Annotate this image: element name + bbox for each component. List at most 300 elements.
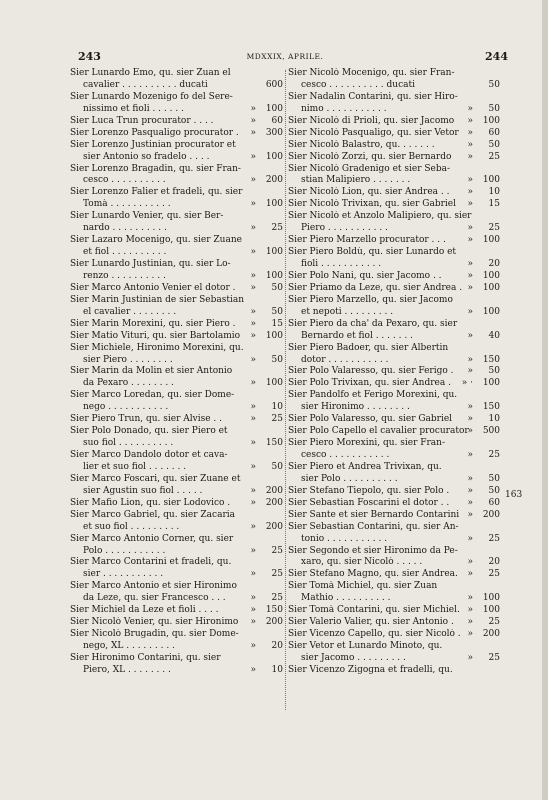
ditto-mark: » [467,366,473,377]
entry-text: Sier Sebastian Foscarini el dotor . . [288,497,450,508]
amount: 200 [265,521,283,532]
entry-text: stian Malipiero . . . . . . . [301,175,411,186]
entry-line [288,462,500,474]
entry-text: Sier Marco Contarini et fradeli, qu. [70,557,232,568]
entry-line [288,641,500,653]
amount: 150 [482,402,500,413]
amount: 100 [482,175,500,186]
entry-text: Sier Lunardo Venier, qu. sier Ber- [70,211,224,222]
entry-line [288,295,500,307]
amount: 150 [482,354,500,365]
entry-text: Mathio . . . . . . . . . . [301,593,391,604]
entry-line [70,295,283,307]
amount: 20 [271,641,283,651]
entry-text: Sier Nicolò Zorzi, qu. sier Bernardo [288,151,452,162]
entry-line [70,319,283,331]
page-header [70,50,508,66]
ditto-mark: » [250,306,256,317]
ditto-mark: » [467,497,473,508]
ledger-entry [288,247,500,271]
ledger-entry [70,534,283,558]
entry-text: Sier Polo Trivixan, qu. sier Andrea . [288,378,451,389]
amount: 50 [488,103,500,114]
amount: 600 [265,79,283,90]
entry-line [288,414,500,426]
entry-line [288,175,500,187]
entry-text: nimo . . . . . . . . . . . [301,103,387,114]
ledger-entry [70,187,283,211]
ledger-entry [288,128,500,140]
left-column [70,68,283,677]
ditto-mark: » [250,247,256,258]
entry-text: Sier Piero Trun, qu. sier Alvise . . [70,414,222,425]
ditto-mark: » [250,103,256,114]
entry-text: Sier Nicolò Lion, qu. sier Andrea . . [288,187,450,198]
ditto-mark: » [250,199,256,210]
entry-text: Sier Nicolò Gradenigo et sier Seba- [288,163,451,174]
ditto-mark: » [467,235,473,246]
amount: 200 [265,485,283,496]
entry-text: Sier Marco Antonio Corner, qu. sier [70,533,234,544]
ledger-entry [288,438,500,462]
entry-line [70,128,283,140]
ditto-mark: » [250,330,256,341]
ledger-entry [288,569,500,581]
entry-text: et fiol . . . . . . . . . . [83,247,167,258]
entry-line [70,462,283,474]
entry-line [288,510,500,522]
entry-line [70,152,283,164]
right-column [288,68,500,677]
amount: 60 [488,127,500,138]
ditto-mark: » [250,545,256,556]
ledger-entry [288,462,500,486]
entry-line [70,414,283,426]
entry-text: Sier Marin da Molin et sier Antonio [70,366,233,377]
amount: 100 [265,199,283,210]
entry-text: Piero, XL . . . . . . . . [83,664,171,675]
entry-text: Sier Nicolò Trivixan, qu. sier Gabriel [288,199,456,210]
entry-text: tonio . . . . . . . . . . . [301,533,388,544]
entry-line [288,128,500,140]
ledger-entry [288,390,500,414]
entry-line [288,343,500,355]
ledger-entry [288,366,500,378]
entry-line [70,522,283,534]
entry-text: suo fiol . . . . . . . . . . [83,438,174,449]
ledger-entry [288,665,500,677]
ditto-mark: » [467,569,473,580]
entry-line [288,199,500,211]
amount: 10 [488,414,500,425]
amount: 50 [488,79,500,90]
ledger-entry [70,581,283,605]
ledger-entry [288,116,500,128]
entry-line [70,653,283,665]
ledger-entry [70,426,283,450]
entry-text: Sier Michiele, Hironimo Morexini, qu. [70,342,244,353]
ledger-entry [70,605,283,617]
entry-line [70,366,283,378]
entry-line [288,271,500,283]
ledger-entry [70,629,283,653]
amount: 100 [265,330,283,341]
entry-line [288,187,500,199]
amount: 25 [271,545,283,556]
ledger-entry [288,629,500,641]
entry-text: sier Jacomo . . . . . . . . . [301,652,406,663]
amount: 100 [265,247,283,258]
ledger-entry [70,319,283,331]
entry-text: renzo . . . . . . . . . . [83,270,166,281]
entry-text: Sier Hironimo Contarini, qu. sier [70,652,221,663]
entry-text: Sier Lazaro Mocenigo, qu. sier Zuane [70,235,242,246]
ditto-mark: » [467,175,473,186]
ledger-entry [70,510,283,534]
entry-line [70,80,283,92]
entry-text: Sier Marco Foscari, qu. sier Zuane et [70,473,241,484]
entry-line [288,474,500,486]
entry-text: lier et suo fiol . . . . . . . [83,461,187,472]
entry-line [288,450,500,462]
entry-line [70,402,283,414]
entry-line [70,557,283,569]
amount: 100 [265,151,283,162]
entry-text: Sier Piero da cha' da Pexaro, qu. sier [288,318,458,329]
amount: 50 [271,354,283,365]
amount: 100 [482,270,500,281]
entry-text: Sier Polo Donado, qu. sier Piero et [70,426,228,437]
amount: 25 [271,223,283,234]
amount: 50 [271,306,283,317]
amount: 15 [488,199,500,210]
ditto-mark: » [467,557,473,568]
amount: 100 [482,306,500,317]
entry-line [288,247,500,259]
ledger-entry [70,283,283,295]
entry-line [70,259,283,271]
entry-line [70,187,283,199]
entry-text: Sier Segondo et sier Hironimo da Pe- [288,545,458,556]
entry-text: nego . . . . . . . . . . . [83,402,169,413]
entry-line [288,653,500,665]
ledger-entry [70,474,283,498]
entry-text: Sier Marco Antonio Venier el dotor . [70,282,236,293]
entry-line [70,343,283,355]
ditto-mark: » [467,199,473,210]
entry-text: Tomà . . . . . . . . . . . [83,199,171,210]
entry-text: Sier Lunardo Justinian, qu. sier Lo- [70,259,231,269]
ditto-mark: » [250,151,256,162]
entry-line [70,665,283,677]
ledger-entry [70,259,283,283]
ledger-entry [288,140,500,152]
entry-line [70,641,283,653]
entry-line [70,164,283,176]
entry-line [70,486,283,498]
entry-text: Sier Marin Justinian de sier Sebastian [70,294,244,305]
entry-line [70,510,283,522]
entry-text: sier Agustin suo fiol . . . . . [83,485,203,496]
ledger-entry [70,235,283,259]
ledger-entry [70,92,283,116]
ledger-entry [288,187,500,199]
entry-text: xaro, qu. sier Nicolò . . . . . [301,557,423,568]
entry-text: Sier Piero Marzello procurator . . . [288,235,446,246]
entry-text: Sier Lunardo Mozenigo fo del Sere- [70,91,233,102]
entry-text: Sier Lorenzo Bragadin, qu. sier Fran- [70,163,241,174]
entry-line [288,152,500,164]
entry-line [70,211,283,223]
entry-line [288,546,500,558]
ditto-mark: » [467,139,473,150]
ledger-entry [288,68,500,92]
entry-text: Sier Stefano Magno, qu. sier Andrea. [288,569,458,580]
entry-text: Sier Stefano Tiepolo, qu. sier Polo . [288,485,450,496]
entry-text: Sier Priamo da Leze, qu. sier Andrea . [288,282,463,293]
ledger-entry [70,331,283,343]
amount: 200 [265,175,283,186]
entry-text: Sier Piero Boldù, qu. sier Lunardo et [288,247,457,258]
entry-text: Bernardo et fiol . . . . . . . [301,330,413,341]
entry-text: Sier Sebastian Contarini, qu. sier An- [288,521,459,532]
ditto-mark: » [467,485,473,496]
ditto-mark: » [250,127,256,138]
ditto-mark: » [467,354,473,365]
entry-line [70,283,283,295]
entry-line [70,307,283,319]
ledger-entry [70,450,283,474]
ditto-mark: » [250,270,256,281]
ditto-mark: » [467,426,473,437]
entry-text: Sier Lorenzo Pasqualigo procurator . [70,127,239,138]
entry-text: Sier Nadalin Contarini, qu. sier Hiro- [288,91,458,102]
entry-text: Sier Lorenzo Justinian procurator et [70,139,236,150]
ditto-mark: » [467,617,473,628]
ledger-entry [288,414,500,426]
entry-text: Sier Vicenzo Capello, qu. sier Nicolò . [288,629,461,640]
ditto-mark: » [250,617,256,628]
ledger-entry [288,510,500,522]
entry-text: Sier Tomà Michiel, qu. sier Zuan [288,581,438,592]
entry-text: nego, XL . . . . . . . . . [83,641,175,651]
entry-line [288,92,500,104]
entry-text: sier Polo . . . . . . . . . . [301,473,398,484]
ledger-entry [288,92,500,116]
entry-line [70,104,283,116]
entry-line [70,223,283,235]
entry-text: Sier Piero Morexini, qu. sier Fran- [288,438,446,449]
amount: 25 [488,569,500,580]
entry-line [288,259,500,271]
amount: 50 [488,366,500,377]
entry-text: sier Piero . . . . . . . . [83,354,173,365]
amount: 100 [265,378,283,389]
ditto-mark: » [467,330,473,341]
amount: 20 [488,259,500,269]
entry-line [70,68,283,80]
entry-line [70,569,283,581]
amount: 150 [265,605,283,616]
entry-line [288,569,500,581]
entry-text: Sier Marco Dandolo dotor et cava- [70,450,228,460]
entry-text: Sier Polo Valaresso, qu. sier Ferigo . [288,366,454,377]
entry-line [288,164,500,176]
entry-line [288,331,500,343]
ledger-entry [70,211,283,235]
entry-text: Sier Piero et Andrea Trivixan, qu. [288,461,442,472]
ledger-entry [70,164,283,188]
ditto-mark: » [467,533,473,544]
ledger-entry [70,390,283,414]
ditto-mark: » [467,259,473,269]
ditto-mark: » [467,270,473,281]
entry-line [70,247,283,259]
amount: 25 [271,414,283,425]
ditto-mark: » [467,509,473,520]
entry-text: Sier Marco Gabriel, qu. sier Zacaria [70,509,235,520]
entry-text: Sier Mafio Lion, qu. sier Lodovico . [70,497,231,508]
entry-text: Sier Polo Nani, qu. sier Jacomo . . [288,270,442,281]
entry-line [70,581,283,593]
entry-line [288,366,500,378]
ledger-entry [288,498,500,510]
entry-line [288,68,500,80]
ditto-mark: » [250,223,256,234]
entry-line [288,104,500,116]
ditto-mark: » [250,521,256,532]
amount: 25 [488,617,500,628]
ditto-mark: » [467,473,473,484]
ditto-mark: » [467,103,473,114]
entry-line [288,629,500,641]
ledger-entry [288,152,500,164]
amount: 50 [488,485,500,496]
entry-line [70,593,283,605]
amount: 100 [265,103,283,114]
ditto-mark: » [250,605,256,616]
ditto-mark: » [250,175,256,186]
entry-text: Sier Marin Morexini, qu. sier Piero . [70,318,236,329]
entry-text: da Leze, qu. sier Francesco . . . [83,593,226,604]
entry-text: Sier Tomà Contarini, qu. sier Michiel. [288,605,460,616]
ledger-entry [288,522,500,546]
entry-line [288,426,500,438]
ditto-mark: » [467,151,473,162]
entry-text: et nepoti . . . . . . . . . [301,306,394,317]
right-page-number: 244 [485,50,508,63]
ledger-entry [70,414,283,426]
entry-line [70,546,283,558]
ledger-entry [288,617,500,629]
entry-text: Sier Nicolò Balastro, qu. . . . . . . [288,139,435,150]
ditto-mark: » [467,127,473,138]
ledger-entry [70,557,283,581]
entry-text: Sier Piero Badoer, qu. sier Albertin [288,342,449,353]
ditto-mark: » [467,187,473,198]
amount: 10 [271,664,283,675]
ledger-entry [288,378,500,390]
amount: 50 [488,139,500,150]
ledger-entry [288,641,500,665]
ditto-mark: » [250,115,256,126]
entry-line [70,331,283,343]
ditto-mark: » [467,402,473,413]
amount: 100 [482,115,500,126]
ditto-mark: » [250,354,256,365]
amount: 25 [488,151,500,162]
entry-text: sier . . . . . . . . . . . [83,569,164,580]
entry-text: Sier Luca Trun procurator . . . . [70,115,214,126]
amount: 25 [488,223,500,234]
amount: 200 [482,509,500,520]
entry-text: et suo fiol . . . . . . . . . [83,521,180,532]
ditto-mark: » [250,282,256,293]
entry-text: Sier Michiel da Leze et fioli . . . . [70,605,219,616]
entry-line [70,235,283,247]
ditto-mark: » [467,629,473,640]
ditto-mark: » [467,414,473,425]
amount: 150 [265,438,283,449]
entry-line [288,355,500,367]
ditto-mark: » [467,450,473,460]
ledger-entry [288,295,500,319]
running-title: MDXXIX, APRILE. [246,52,324,61]
entry-text: Sier Matio Vituri, qu. sier Bartolamio [70,330,241,341]
entry-text: cavalier . . . . . . . . . . ducati [83,79,208,90]
amount: 100 [482,378,500,389]
ledger-entry [70,68,283,92]
amount: 15 [271,318,283,329]
entry-line [288,211,500,223]
entry-line [288,390,500,402]
entry-line [288,307,500,319]
amount: 10 [488,187,500,198]
ledger-entry [70,617,283,629]
entry-line [288,235,500,247]
entry-text: nardo . . . . . . . . . . [83,223,167,234]
ditto-mark: » [250,593,256,604]
amount: 100 [482,605,500,616]
ditto-mark: » [467,652,473,663]
ditto-mark: » [250,378,256,389]
entry-text: Sier Sante et sier Bernardo Contarini [288,509,460,520]
entry-line [70,498,283,510]
entry-text: nissimo et fioli . . . . . . [83,103,184,114]
entry-line [70,355,283,367]
entry-line [70,629,283,641]
ledger-entry [288,343,500,367]
entry-line [288,665,500,677]
entry-line [70,617,283,629]
amount: 200 [265,497,283,508]
ledger-entry [70,366,283,390]
ledger-entry [70,116,283,128]
ledger-entry [70,343,283,367]
ledger-entry [70,128,283,140]
ledger-entry [288,199,500,211]
ditto-mark: » [467,605,473,616]
entry-line [70,140,283,152]
amount: 100 [482,282,500,293]
entry-text: Sier Marco Loredan, qu. sier Dome- [70,390,235,401]
entry-line [288,498,500,510]
amount: 25 [271,593,283,604]
entry-line [70,92,283,104]
ditto-mark: » [250,497,256,508]
amount: 50 [271,282,283,293]
ledger-entry [288,211,500,235]
